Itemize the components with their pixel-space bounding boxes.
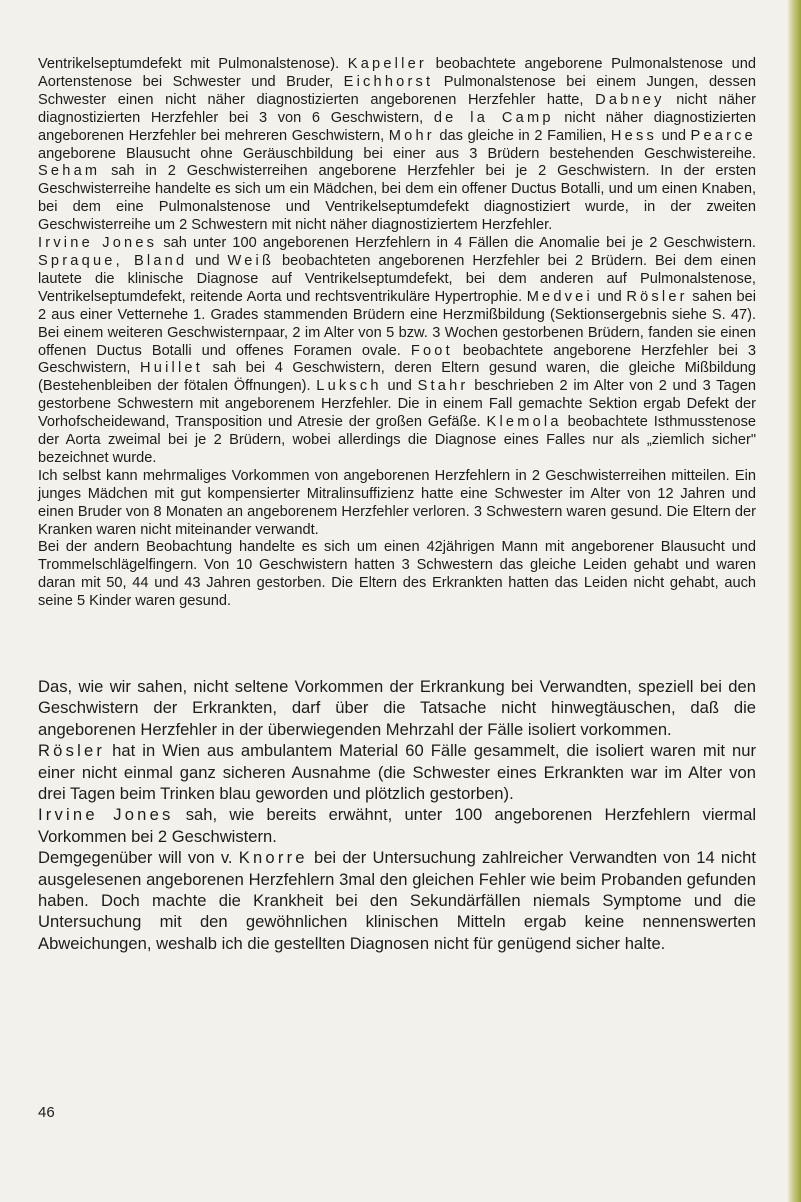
text-run: bei der Untersuchung zahlreicher Verwandten von 14 nicht ausgelesenen angeborenen Herzfehlern 3mal den gleichen Fehler wie beim Probanden gefunden haben. Doch machte die Krankheit bei den Sekundärfällen niemals Symptome und die Untersuchung mit den gewöhnlichen klinischen Mitteln ergab keine nennenswerten Abweichungen, weshalb ich die gestellten Diagnosen nicht für genügend sicher halte.	[38, 848, 756, 953]
text-run: und	[187, 252, 228, 269]
author-name: Klemola	[486, 414, 562, 431]
text-run: und	[656, 127, 691, 144]
author-name: Kapeller	[347, 56, 427, 72]
paragraph	[38, 539, 756, 611]
author-name: Dabney	[595, 91, 665, 108]
main-text-section	[38, 676, 756, 954]
author-name: de la Camp	[433, 109, 554, 126]
paragraph	[38, 56, 756, 235]
text-run: Ich selbst kann mehrmaliges Vorkommen von angeborenen Herzfehlern in 2 Geschwisterreihen mitteilen. Ein junges Mädchen mit gut kompensierter Mitralinsuffizienz hatte eine Schwester im Alter von 12 Jahren und einen Bruder von 8 Monaten an angeborenem Herzfehler verloren. 3 Schwestern waren gesund. Die Eltern der Kranken waren nicht miteinander verwandt.	[38, 467, 756, 538]
text-run: beschrieben 2 im Alter von 2 und 3 Tagen gestorbene Schwestern mit angeborenem Herzfehler. Die in einem Fall gemachte Sektion ergab Defekt der Vorhofscheidewand, Transposition und Atresie der großen Gefäße.	[38, 378, 757, 431]
text-run: beobachtete angeborene Pulmonalstenose und Aortenstenose bei Schwester und Bruder,	[38, 56, 757, 90]
text-run: sah bei 4 Geschwistern, deren Eltern gesund waren, die gleiche Mißbildung (Bestehenbleiben der fötalen Öffnungen).	[38, 360, 756, 395]
author-name: Rösler	[626, 288, 688, 305]
text-run: sah, wie bereits erwähnt, unter 100 angeborenen Herzfehlern viermal Vorkommen bei 2 Geschwistern.	[38, 805, 756, 846]
text-run: Bei der andern Beobachtung handelte es sich um einen 42jährigen Mann mit angeborener Blausucht und Trommelschlägelfingern. Von 10 Geschwistern hatten 3 Schwestern das gleiche Leiden gehabt und waren daran mit 50, 44 und 43 Jahren gestorben. Die Eltern des Erkrankten hatten das Leiden nicht gehabt, auch seine 5 Kinder waren gesund.	[38, 539, 756, 610]
text-run: Pulmonalstenose bei einem Jungen, dessen Schwester einen nicht näher diagnostizierten angeborenen Herzfehler hatte,	[38, 73, 756, 108]
paragraph	[38, 676, 756, 740]
text-run: beobachteten angeborenen Herzfehler bei 2 Brüdern. Bei dem einen lautete die klinische Diagnose auf Ventrikelseptumdefekt, bei dem anderen auf Pulmonalstenose, Ventrikelseptumdefekt, reitende Aorta und rechtsventrikuläre Hypertrophie.	[38, 252, 756, 305]
text-run: und	[592, 288, 627, 305]
paragraph	[38, 468, 756, 540]
paragraph	[38, 804, 756, 847]
text-run: Das, wie wir sahen, nicht seltene Vorkommen der Erkrankung bei Verwandten, speziell bei den Geschwistern der Erkrankten, darf über die Tatsache nicht hinwegtäuschen, daß die angeborenen Herzfehler in der überwiegenden Mehrzahl der Fälle isoliert vorkommen.	[38, 677, 756, 739]
text-run: nicht näher diagnostizierten angeborenen Herzfehler bei mehreren Geschwistern,	[38, 109, 756, 144]
paragraph	[38, 847, 756, 954]
author-name: Hess	[610, 127, 657, 144]
text-run: sah unter 100 angeborenen Herzfehlern in 4 Fällen die Anomalie bei je 2 Geschwistern.	[157, 235, 756, 252]
author-name: Irvine Jones	[38, 235, 158, 252]
text-run: Ventrikelseptumdefekt mit Pulmonalstenose).	[38, 56, 348, 72]
paragraph	[38, 740, 756, 804]
paragraph	[38, 235, 756, 468]
author-name: Eichhorst	[343, 73, 434, 90]
author-name: Seham	[38, 163, 101, 180]
author-name: Pearce	[690, 127, 756, 144]
text-run: beobachtete angeborene Herzfehler bei 3 Geschwistern,	[38, 342, 756, 377]
text-run: sah in 2 Geschwisterreihen angeborene Herzfehler bei je 2 Geschwistern. In der ersten Geschwisterreihe handelte es sich um ein Mädchen, bei dem ein offener Ductus Botalli, und um einen Knaben, bei dem eine Pulmonalstenose und Ventrikelseptumdefekt diagnostiziert wurde, in der zweiten Geschwisterreihe um 2 Schwestern mit nicht näher diagnostiziertem Herzfehler.	[38, 163, 756, 234]
text-run: hat in Wien aus ambulantem Material 60 Fälle gesammelt, die isoliert waren mit nur einer nicht einmal ganz sicheren Ausnahme (die Schwester eines Erkrankten war im Alter von drei Tagen beim Trinken blau geworden und plötzlich gestorben).	[38, 741, 756, 804]
page-edge-shadow	[787, 0, 801, 1202]
text-run: das gleiche in 2 Familien,	[434, 127, 611, 144]
author-name: Foot	[410, 342, 453, 359]
author-name: Irvine Jones	[38, 805, 174, 825]
page-number: 46	[38, 1104, 55, 1121]
text-run: nicht näher diagnostizierten Herzfehler bei 3 von 6 Geschwistern,	[38, 91, 756, 126]
text-run: beobachtete Isthmusstenose der Aorta zweimal bei je 2 Brüdern, wobei allerdings die Diagnose eines Falles nur als „ziemlich sicher" bezeichnet wurde.	[38, 414, 757, 466]
text-run: sahen bei 2 aus einer Vetternehe 1. Grades stammenden Brüdern eine Herzmißbildung (Sektionsergebnis siehe S. 47). Bei einem weiteren Geschwisternpaar, 2 im Alter von 5 bzw. 3 Wochen gestorbenen Brüdern, fanden sie einen offenen Ductus Botalli und offenes Foramen ovale.	[38, 288, 756, 359]
text-run: angeborene Blausucht ohne Geräuschbildung bei einer aus 3 Brüdern bestehenden Geschwistereihe.	[38, 145, 756, 162]
author-name: Mohr	[388, 127, 435, 144]
author-name: Huillet	[140, 360, 203, 377]
author-name: Spraque, Bland	[38, 252, 188, 269]
author-name: Knorre	[238, 848, 308, 868]
author-name: Weiß	[227, 252, 275, 269]
author-name: Rösler	[38, 741, 106, 761]
text-run: und	[381, 378, 418, 395]
small-print-section	[38, 56, 756, 611]
author-name: Stahr	[417, 378, 469, 395]
text-run: Demgegenüber will von v.	[38, 848, 239, 868]
author-name: Medvei	[526, 288, 593, 305]
author-name: Luksch	[316, 378, 382, 395]
